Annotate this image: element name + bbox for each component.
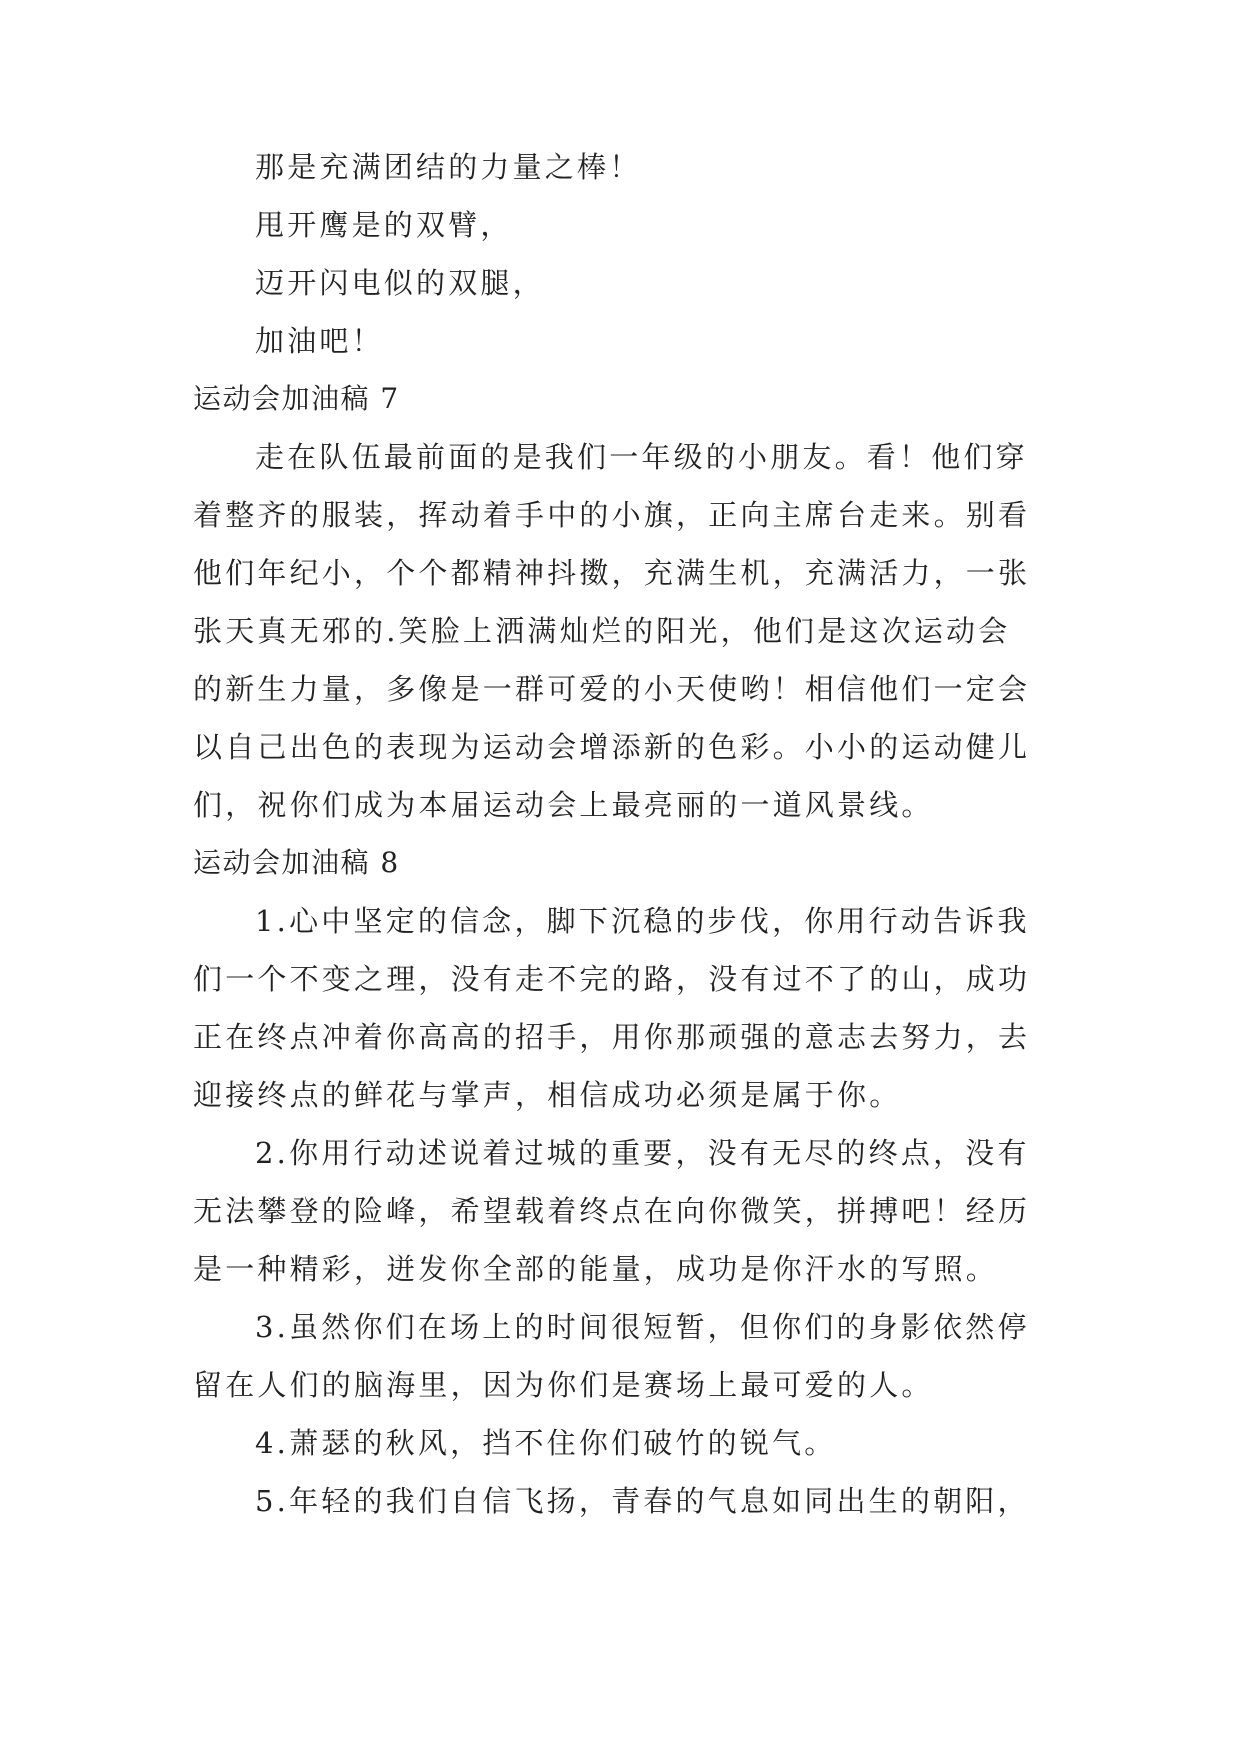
- section-8-item-5: [193, 1472, 1053, 1530]
- section-8-item-2: [193, 1124, 1053, 1298]
- paragraph-line: 走在队伍最前面的是我们一年级的小朋友。看！他们穿: [255, 440, 1028, 474]
- section-7-paragraph: [193, 428, 1053, 834]
- paragraph-line: 4.萧瑟的秋风，挡不住你们破竹的锐气。: [255, 1426, 837, 1460]
- section-8-item-1: [193, 892, 1053, 1124]
- paragraph-line: 2.你用行动述说着过城的重要，没有无尽的终点，没有: [255, 1136, 1030, 1170]
- poem-line: 迈开闪电似的双腿，: [255, 266, 545, 300]
- section-8-item-3: [193, 1298, 1053, 1414]
- paragraph-line: 们，祝你们成为本届运动会上最亮丽的一道风景线。: [193, 788, 934, 822]
- paragraph-line: 1.心中坚定的信念，脚下沉稳的步伐，你用行动告诉我: [255, 904, 1030, 938]
- paragraph-line: 3.虽然你们在场上的时间很短暂，但你们的身影依然停: [255, 1310, 1030, 1344]
- paragraph-line: 的新生力量，多像是一群可爱的小天使哟！相信他们一定会: [193, 672, 1031, 706]
- paragraph-line: 以自己出色的表现为运动会增添新的色彩。小小的运动健儿: [193, 730, 1031, 764]
- poem-line: 那是充满团结的力量之棒！: [255, 150, 642, 184]
- paragraph-line: 留在人们的脑海里，因为你们是赛场上最可爱的人。: [193, 1368, 934, 1402]
- paragraph-line: 他们年纪小，个个都精神抖擞，充满生机，充满活力，一张: [193, 556, 1031, 590]
- paragraph-line: 是一种精彩，迸发你全部的能量，成功是你汗水的写照。: [193, 1252, 999, 1286]
- section-8-item-4: [193, 1414, 1053, 1472]
- paragraph-line: 们一个不变之理，没有走不完的路，没有过不了的山，成功: [193, 962, 1031, 996]
- paragraph-line: 正在终点冲着你高高的招手，用你那顽强的意志去努力，去: [193, 1020, 1031, 1054]
- poem-fragment: [193, 138, 1053, 370]
- poem-line: 甩开鹰是的双臂，: [255, 208, 513, 242]
- paragraph-line: 5.年轻的我们自信飞扬，青春的气息如同出生的朝阳，: [255, 1484, 1030, 1518]
- section-7-title: 运动会加油稿 7: [193, 382, 400, 415]
- paragraph-line: 张天真无邪的.笑脸上洒满灿烂的阳光，他们是这次运动会: [193, 614, 1011, 648]
- paragraph-line: 着整齐的服装，挥动着手中的小旗，正向主席台走来。别看: [193, 498, 1031, 532]
- document-body: [193, 138, 1053, 1530]
- section-8-title: 运动会加油稿 8: [193, 846, 400, 879]
- poem-line: 加油吧！: [255, 324, 384, 358]
- paragraph-line: 无法攀登的险峰，希望载着终点在向你微笑，拼搏吧！经历: [193, 1194, 1031, 1228]
- paragraph-line: 迎接终点的鲜花与掌声，相信成功必须是属于你。: [193, 1078, 902, 1112]
